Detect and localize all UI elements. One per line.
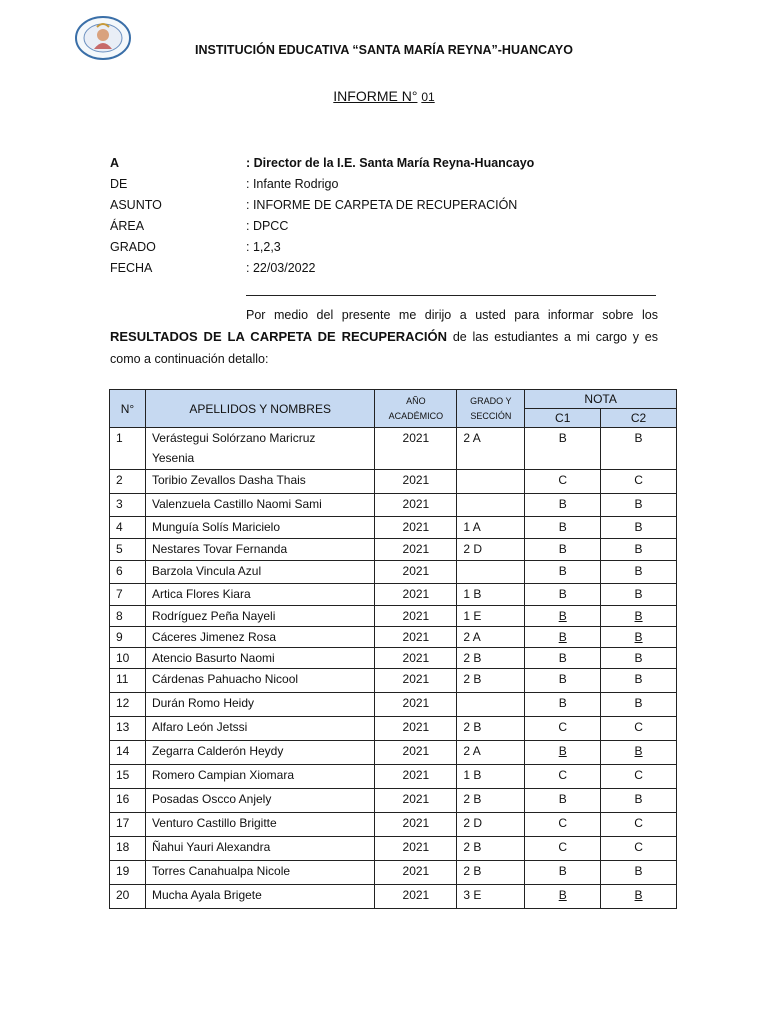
header-c1: C1 — [525, 409, 601, 428]
academic-year: 2021 — [402, 888, 430, 902]
row-number: 19 — [116, 864, 130, 878]
grade-c1-cell — [525, 789, 601, 813]
grade-c2: B — [634, 651, 643, 665]
grade-c1: B — [558, 431, 567, 445]
grade-section: 2 D — [463, 816, 483, 830]
grade-c2-cell — [601, 561, 677, 584]
row-number: 15 — [116, 768, 130, 782]
grade-c2: B — [634, 564, 643, 578]
grade-c2: B — [634, 431, 643, 445]
grade-c1-cell — [525, 428, 601, 470]
grade-c1: B — [558, 520, 567, 534]
row-number: 2 — [116, 473, 123, 487]
grade-c2: B — [634, 672, 643, 686]
academic-year-cell — [375, 561, 457, 584]
grade-section-cell — [457, 627, 525, 648]
row-number: 13 — [116, 720, 130, 734]
student-name: Atencio Basurto Naomi — [151, 651, 275, 665]
grade-section: 3 E — [463, 888, 482, 902]
student-name: Munguía Solís Maricielo — [151, 520, 281, 534]
grade-c2: B — [634, 744, 643, 758]
grade-section-cell — [457, 561, 525, 584]
row-number-cell — [110, 517, 146, 539]
grade-section: 2 B — [463, 672, 482, 686]
grade-c1-cell — [525, 837, 601, 861]
grade-c1-cell — [525, 627, 601, 648]
row-number: 5 — [116, 542, 123, 556]
grade-section-cell — [457, 813, 525, 837]
grade-section: 1 B — [463, 768, 482, 782]
grade-c1-cell — [525, 693, 601, 717]
academic-year-cell — [375, 885, 457, 909]
academic-year-cell — [375, 517, 457, 539]
grade-section-cell — [457, 789, 525, 813]
student-name: Durán Romo Heidy — [151, 696, 254, 710]
grade-c2: B — [634, 888, 643, 902]
header-names: APELLIDOS Y NOMBRES — [145, 390, 374, 428]
grade-c1-cell — [525, 717, 601, 741]
grade-c1-cell — [525, 648, 601, 669]
grade-c2: C — [634, 768, 643, 782]
grade-c1: C — [558, 720, 568, 734]
table-row — [110, 561, 677, 584]
table-row — [110, 765, 677, 789]
grade-c2: B — [634, 696, 643, 710]
student-name-cell — [145, 648, 374, 669]
grade-section: 1 A — [463, 520, 481, 534]
row-number-cell — [110, 789, 146, 813]
meta-value: : INFORME DE CARPETA DE RECUPERACIÓN — [246, 198, 518, 212]
meta-value: : 1,2,3 — [246, 240, 281, 254]
report-title — [0, 88, 768, 104]
row-number-cell — [110, 584, 146, 606]
grade-section-cell — [457, 885, 525, 909]
student-name-continued: Yesenia — [151, 451, 195, 465]
academic-year: 2021 — [402, 587, 430, 601]
grade-section-cell — [457, 741, 525, 765]
student-name: Alfaro León Jetssi — [151, 720, 248, 734]
grade-c2-cell — [601, 648, 677, 669]
row-number: 16 — [116, 792, 130, 806]
academic-year: 2021 — [402, 630, 430, 644]
row-number: 17 — [116, 816, 130, 830]
grade-c2-cell — [601, 539, 677, 561]
meta-label: A — [110, 156, 120, 170]
grade-section: 2 D — [463, 542, 483, 556]
academic-year: 2021 — [402, 564, 430, 578]
report-number: 01 — [421, 90, 435, 104]
academic-year: 2021 — [402, 497, 430, 511]
academic-year: 2021 — [402, 696, 430, 710]
grade-c1-cell — [525, 741, 601, 765]
grade-section: 2 A — [463, 630, 481, 644]
intro-line-3: como a continuación detallo: — [110, 352, 269, 366]
row-number-cell — [110, 837, 146, 861]
row-number: 3 — [116, 497, 123, 511]
report-title-text: INFORME N° — [333, 88, 418, 104]
academic-year-cell — [375, 837, 457, 861]
student-name: Barzola Vincula Azul — [151, 564, 262, 578]
grade-c2-cell — [601, 428, 677, 470]
student-name-cell — [145, 861, 374, 885]
table-row — [110, 885, 677, 909]
academic-year: 2021 — [402, 768, 430, 782]
grade-section: 2 B — [463, 720, 482, 734]
row-number: 20 — [116, 888, 130, 902]
grade-c1-cell — [525, 765, 601, 789]
student-name-cell — [145, 837, 374, 861]
student-name-cell — [145, 517, 374, 539]
grade-section-cell — [457, 765, 525, 789]
intro-bold-phrase: RESULTADOS DE LA CARPETA DE RECUPERACIÓN — [110, 329, 448, 344]
grade-c2: B — [634, 792, 643, 806]
student-name-cell — [145, 627, 374, 648]
meta-label: GRADO — [110, 240, 156, 254]
academic-year: 2021 — [402, 720, 430, 734]
intro-line-1: Por medio del presente me dirijo a usted para informar sobre los — [246, 308, 658, 322]
student-name: Torres Canahualpa Nicole — [151, 864, 291, 878]
row-number-cell — [110, 693, 146, 717]
grade-section-cell — [457, 539, 525, 561]
academic-year: 2021 — [402, 792, 430, 806]
grade-c2-cell — [601, 885, 677, 909]
intro-line-2 — [110, 326, 658, 348]
student-name: Venturo Castillo Brigitte — [151, 816, 277, 830]
grade-c1-cell — [525, 606, 601, 627]
grade-section-cell — [457, 584, 525, 606]
grade-c1-cell — [525, 517, 601, 539]
school-name: INSTITUCIÓN EDUCATIVA “SANTA MARÍA REYNA”-HUANCAYO — [194, 43, 573, 57]
academic-year-cell — [375, 717, 457, 741]
grade-c2-cell — [601, 494, 677, 517]
student-name: Cárdenas Pahuacho Nicool — [151, 672, 299, 686]
row-number: 11 — [116, 672, 129, 686]
grade-section-cell — [457, 606, 525, 627]
row-number-cell — [110, 717, 146, 741]
grade-c1: B — [558, 864, 567, 878]
row-number: 8 — [116, 609, 123, 623]
student-name-cell — [145, 669, 374, 693]
grade-c1: C — [558, 816, 568, 830]
grade-c2: B — [634, 520, 643, 534]
student-name: Romero Campian Xiomara — [151, 768, 295, 782]
grade-c2: C — [634, 473, 643, 487]
grade-c2-cell — [601, 470, 677, 494]
student-name: Verástegui Solórzano Maricruz — [151, 431, 316, 445]
grade-c1: B — [558, 744, 567, 758]
meta-label: FECHA — [110, 261, 153, 275]
grade-c2: B — [634, 630, 643, 644]
grade-c1: B — [558, 497, 567, 511]
table-row — [110, 494, 677, 517]
table-row — [110, 627, 677, 648]
grade-c1-cell — [525, 885, 601, 909]
grade-c2-cell — [601, 765, 677, 789]
grade-section: 2 B — [463, 651, 482, 665]
academic-year: 2021 — [402, 609, 430, 623]
table-row — [110, 606, 677, 627]
grade-c1: B — [558, 696, 567, 710]
student-name-cell — [145, 693, 374, 717]
student-name: Nestares Tovar Fernanda — [151, 542, 288, 556]
grade-section: 1 B — [463, 587, 482, 601]
grade-c2-cell — [601, 517, 677, 539]
academic-year-cell — [375, 470, 457, 494]
grade-c2: B — [634, 542, 643, 556]
grade-c2: B — [634, 864, 643, 878]
academic-year-cell — [375, 861, 457, 885]
row-number-cell — [110, 494, 146, 517]
academic-year: 2021 — [402, 520, 430, 534]
grade-c2-cell — [601, 717, 677, 741]
student-name-cell — [145, 584, 374, 606]
row-number-cell — [110, 885, 146, 909]
row-number-cell — [110, 561, 146, 584]
grade-c2: B — [634, 609, 643, 623]
student-name-cell — [145, 606, 374, 627]
grade-section-cell — [457, 494, 525, 517]
table-row — [110, 789, 677, 813]
student-name-cell — [145, 470, 374, 494]
academic-year-cell — [375, 669, 457, 693]
row-number: 10 — [116, 651, 130, 665]
academic-year-cell — [375, 741, 457, 765]
meta-value: : DPCC — [246, 219, 289, 233]
grade-c1: B — [558, 792, 567, 806]
header-academic-year: AÑO ACADÉMICO — [375, 390, 457, 428]
row-number-cell — [110, 813, 146, 837]
grade-section: 1 E — [463, 609, 482, 623]
student-name-cell — [145, 494, 374, 517]
grade-c1: B — [558, 888, 567, 902]
grade-c2: C — [634, 816, 643, 830]
grade-section-cell — [457, 693, 525, 717]
table-row — [110, 717, 677, 741]
grade-c2-cell — [601, 861, 677, 885]
academic-year-cell — [375, 789, 457, 813]
grade-c1: B — [558, 542, 567, 556]
row-number: 12 — [116, 696, 130, 710]
student-name-cell — [145, 789, 374, 813]
row-number-cell — [110, 861, 146, 885]
grade-section-cell — [457, 470, 525, 494]
grade-section: 2 B — [463, 792, 482, 806]
header-grade-section: GRADO Y SECCIÓN — [457, 390, 525, 428]
row-number: 6 — [116, 564, 123, 578]
grade-c1-cell — [525, 561, 601, 584]
grade-c2-cell — [601, 669, 677, 693]
grade-section-cell — [457, 837, 525, 861]
student-name-cell — [145, 765, 374, 789]
table-row — [110, 428, 677, 470]
academic-year-cell — [375, 693, 457, 717]
academic-year: 2021 — [402, 431, 430, 445]
row-number-cell — [110, 648, 146, 669]
grade-c1-cell — [525, 861, 601, 885]
academic-year-cell — [375, 428, 457, 470]
grade-c2: B — [634, 587, 643, 601]
academic-year: 2021 — [402, 816, 430, 830]
academic-year: 2021 — [402, 744, 430, 758]
intro-paragraph — [110, 304, 658, 370]
grade-section-cell — [457, 648, 525, 669]
row-number: 14 — [116, 744, 130, 758]
table-row — [110, 813, 677, 837]
student-name: Ñahui Yauri Alexandra — [151, 840, 271, 854]
academic-year-cell — [375, 539, 457, 561]
academic-year-cell — [375, 765, 457, 789]
grade-c2-cell — [601, 837, 677, 861]
row-number-cell — [110, 765, 146, 789]
academic-year: 2021 — [402, 542, 430, 556]
student-name: Rodríguez Peña Nayeli — [151, 609, 276, 623]
grade-section-cell — [457, 669, 525, 693]
grade-c1: C — [558, 473, 568, 487]
student-name-cell — [145, 741, 374, 765]
grade-c2: B — [634, 497, 643, 511]
grade-c1: B — [558, 672, 567, 686]
grade-section-cell — [457, 861, 525, 885]
student-name: Toribio Zevallos Dasha Thais — [151, 473, 306, 487]
row-number-cell — [110, 627, 146, 648]
student-name-cell — [145, 561, 374, 584]
grade-c1: B — [558, 651, 567, 665]
grade-c2-cell — [601, 789, 677, 813]
separator-line — [246, 295, 656, 296]
student-name: Posadas Oscco Anjely — [151, 792, 272, 806]
academic-year-cell — [375, 648, 457, 669]
meta-value: : Director de la I.E. Santa María Reyna-Huancayo — [246, 156, 535, 170]
grade-c2-cell — [601, 741, 677, 765]
academic-year-cell — [375, 606, 457, 627]
grade-c1-cell — [525, 494, 601, 517]
table-row — [110, 861, 677, 885]
row-number-cell — [110, 539, 146, 561]
academic-year: 2021 — [402, 651, 430, 665]
grade-section: 2 B — [463, 864, 482, 878]
student-name: Artica Flores Kiara — [151, 587, 251, 601]
academic-year-cell — [375, 813, 457, 837]
grade-c2-cell — [601, 813, 677, 837]
grade-c1: C — [558, 840, 568, 854]
academic-year: 2021 — [402, 840, 430, 854]
row-number: 1 — [116, 431, 123, 445]
row-number: 4 — [116, 520, 123, 534]
row-number-cell — [110, 669, 146, 693]
table-row — [110, 517, 677, 539]
row-number-cell — [110, 606, 146, 627]
grade-c2-cell — [601, 606, 677, 627]
row-number-cell — [110, 741, 146, 765]
academic-year: 2021 — [402, 672, 430, 686]
grade-c2-cell — [601, 627, 677, 648]
intro-continuation: de las estudiantes a mi cargo y es — [447, 330, 658, 344]
grade-c1-cell — [525, 669, 601, 693]
grade-section-cell — [457, 428, 525, 470]
academic-year: 2021 — [402, 473, 430, 487]
meta-label: ÁREA — [110, 219, 145, 233]
meta-value: : 22/03/2022 — [246, 261, 316, 275]
grade-c2-cell — [601, 693, 677, 717]
student-name: Valenzuela Castillo Naomi Sami — [151, 497, 322, 511]
meta-value: : Infante Rodrigo — [246, 177, 339, 191]
student-name-cell — [145, 428, 374, 470]
results-table-body — [110, 428, 677, 909]
student-name: Mucha Ayala Brigete — [151, 888, 262, 902]
table-row — [110, 837, 677, 861]
table-row — [110, 470, 677, 494]
grade-c2-cell — [601, 584, 677, 606]
student-name-cell — [145, 885, 374, 909]
grade-c1-cell — [525, 470, 601, 494]
grade-c1: C — [558, 768, 568, 782]
academic-year-cell — [375, 494, 457, 517]
header-nota: NOTA — [525, 390, 677, 409]
grade-section-cell — [457, 717, 525, 741]
row-number-cell — [110, 470, 146, 494]
grade-c1: B — [558, 630, 567, 644]
row-number: 9 — [116, 630, 123, 644]
grade-c2: C — [634, 840, 643, 854]
grade-section-cell — [457, 517, 525, 539]
grade-section: 2 B — [463, 840, 482, 854]
student-name: Cáceres Jimenez Rosa — [151, 630, 277, 644]
academic-year: 2021 — [402, 864, 430, 878]
grade-c1: B — [558, 564, 567, 578]
grade-c1: B — [558, 609, 567, 623]
table-row — [110, 693, 677, 717]
academic-year-cell — [375, 584, 457, 606]
table-row — [110, 648, 677, 669]
table-row — [110, 584, 677, 606]
meta-label: DE — [110, 177, 128, 191]
grade-c2: C — [634, 720, 643, 734]
header-number: N° — [110, 390, 146, 428]
row-number-cell — [110, 428, 146, 470]
grade-c1-cell — [525, 539, 601, 561]
row-number: 18 — [116, 840, 130, 854]
table-row — [110, 741, 677, 765]
student-name-cell — [145, 717, 374, 741]
table-row — [110, 669, 677, 693]
student-name-cell — [145, 539, 374, 561]
meta-label: ASUNTO — [110, 198, 162, 212]
grade-section: 2 A — [463, 431, 481, 445]
grade-c1-cell — [525, 584, 601, 606]
results-table — [109, 389, 677, 909]
student-name-cell — [145, 813, 374, 837]
grade-c1: B — [558, 587, 567, 601]
grade-c1-cell — [525, 813, 601, 837]
academic-year-cell — [375, 627, 457, 648]
row-number: 7 — [116, 587, 123, 601]
student-name: Zegarra Calderón Heydy — [151, 744, 284, 758]
grade-section: 2 A — [463, 744, 481, 758]
header-c2: C2 — [601, 409, 677, 428]
table-row — [110, 539, 677, 561]
